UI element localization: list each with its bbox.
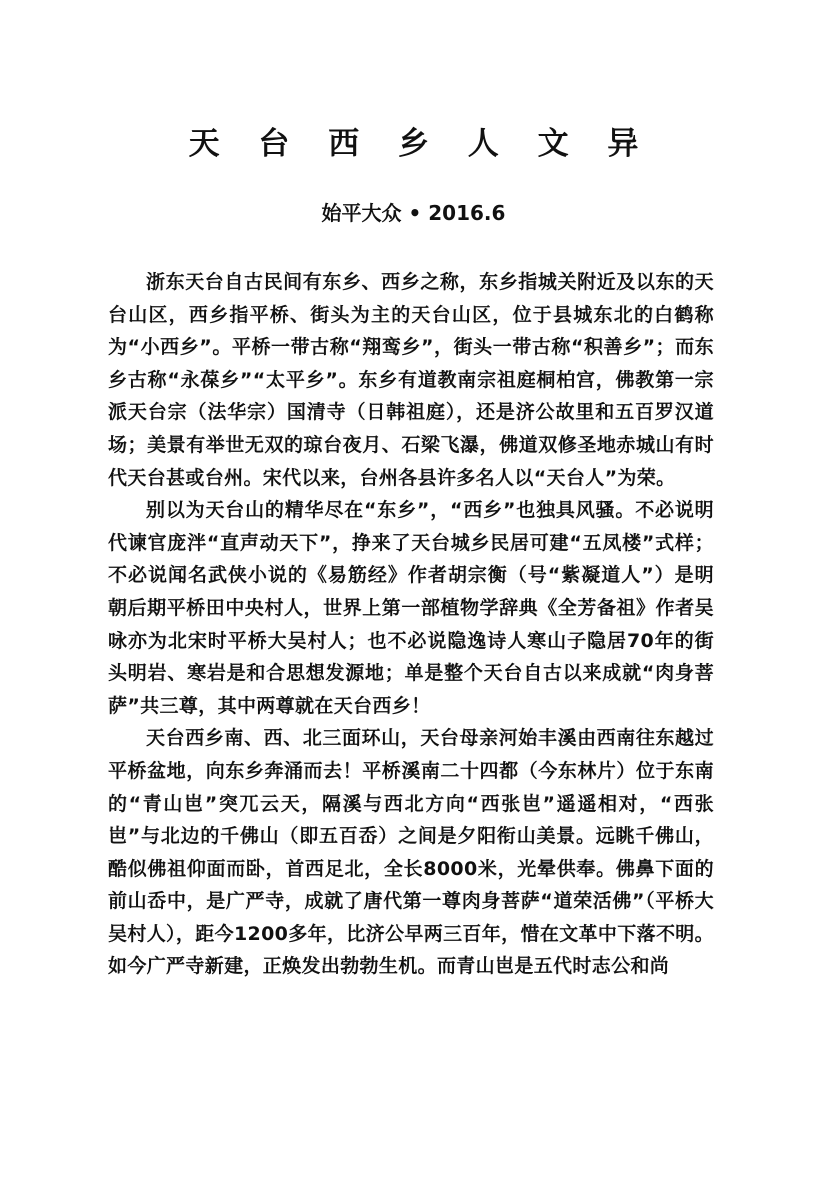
document-title: 天 台 西 乡 人 文 异 bbox=[188, 126, 653, 162]
document-byline: 始平大众 • 2016.6 bbox=[321, 201, 506, 225]
paragraph-2: 别以为天台山的精华尽在“东乡”，“西乡”也独具风骚。不必说明代谏官庞泮“直声动天下”，挣来了天台城乡民居可建“五凤楼”式样；不必说闻名武侠小说的《易筋经》作者胡宗衡（号“紫凝道人”）是明朝后期平桥田中央村人，世界上第一部植物学辞典《全芳备祖》作者吴咏亦为北宋时平桥大吴村人；也不必说隐逸诗人寒山子隐居70年的街头明岩、寒岩是和合思想发源地；单是整个天台自古以来成就“肉身菩萨”共三尊，其中两尊就在天台西乡！ bbox=[108, 499, 714, 717]
paragraph-1: 浙东天台自古民间有东乡、西乡之称，东乡指城关附近及以东的天台山区，西乡指平桥、街头为主的天台山区，位于县城东北的白鹤称为“小西乡”。平桥一带古称“翔鸾乡”，街头一带古称“积善乡”；而东乡古称“永葆乡”“太平乡”。东乡有道教南宗祖庭桐柏宫，佛教第一宗派天台宗（法华宗）国清寺（日韩祖庭），还是济公故里和五百罗汉道场；美景有举世无双的琼台夜月、石梁飞瀑，佛道双修圣地赤城山有时代天台甚或台州。宋代以来，台州各县许多名人以“天台人”为荣。 bbox=[108, 271, 714, 489]
document-body bbox=[108, 266, 714, 983]
paragraph-3: 天台西乡南、西、北三面环山，天台母亲河始丰溪由西南往东越过平桥盆地，向东乡奔涌而去！平桥溪南二十四都（今东林片）位于东南的“青山岜”突兀云天，隔溪与西北方向“西张岜”遥遥相对，“西张岜”与北边的千佛山（即五百岙）之间是夕阳衔山美景。远眺千佛山，酷似佛祖仰面而卧，首西足北，全长8000米，光晕供奉。佛鼻下面的前山岙中，是广严寺，成就了唐代第一尊肉身菩萨“道荣活佛”（平桥大吴村人），距今1200多年，比济公早两三百年，惜在文革中下落不明。如今广严寺新建，正焕发出勃勃生机。而青山岜是五代时志公和尚 bbox=[108, 727, 714, 978]
